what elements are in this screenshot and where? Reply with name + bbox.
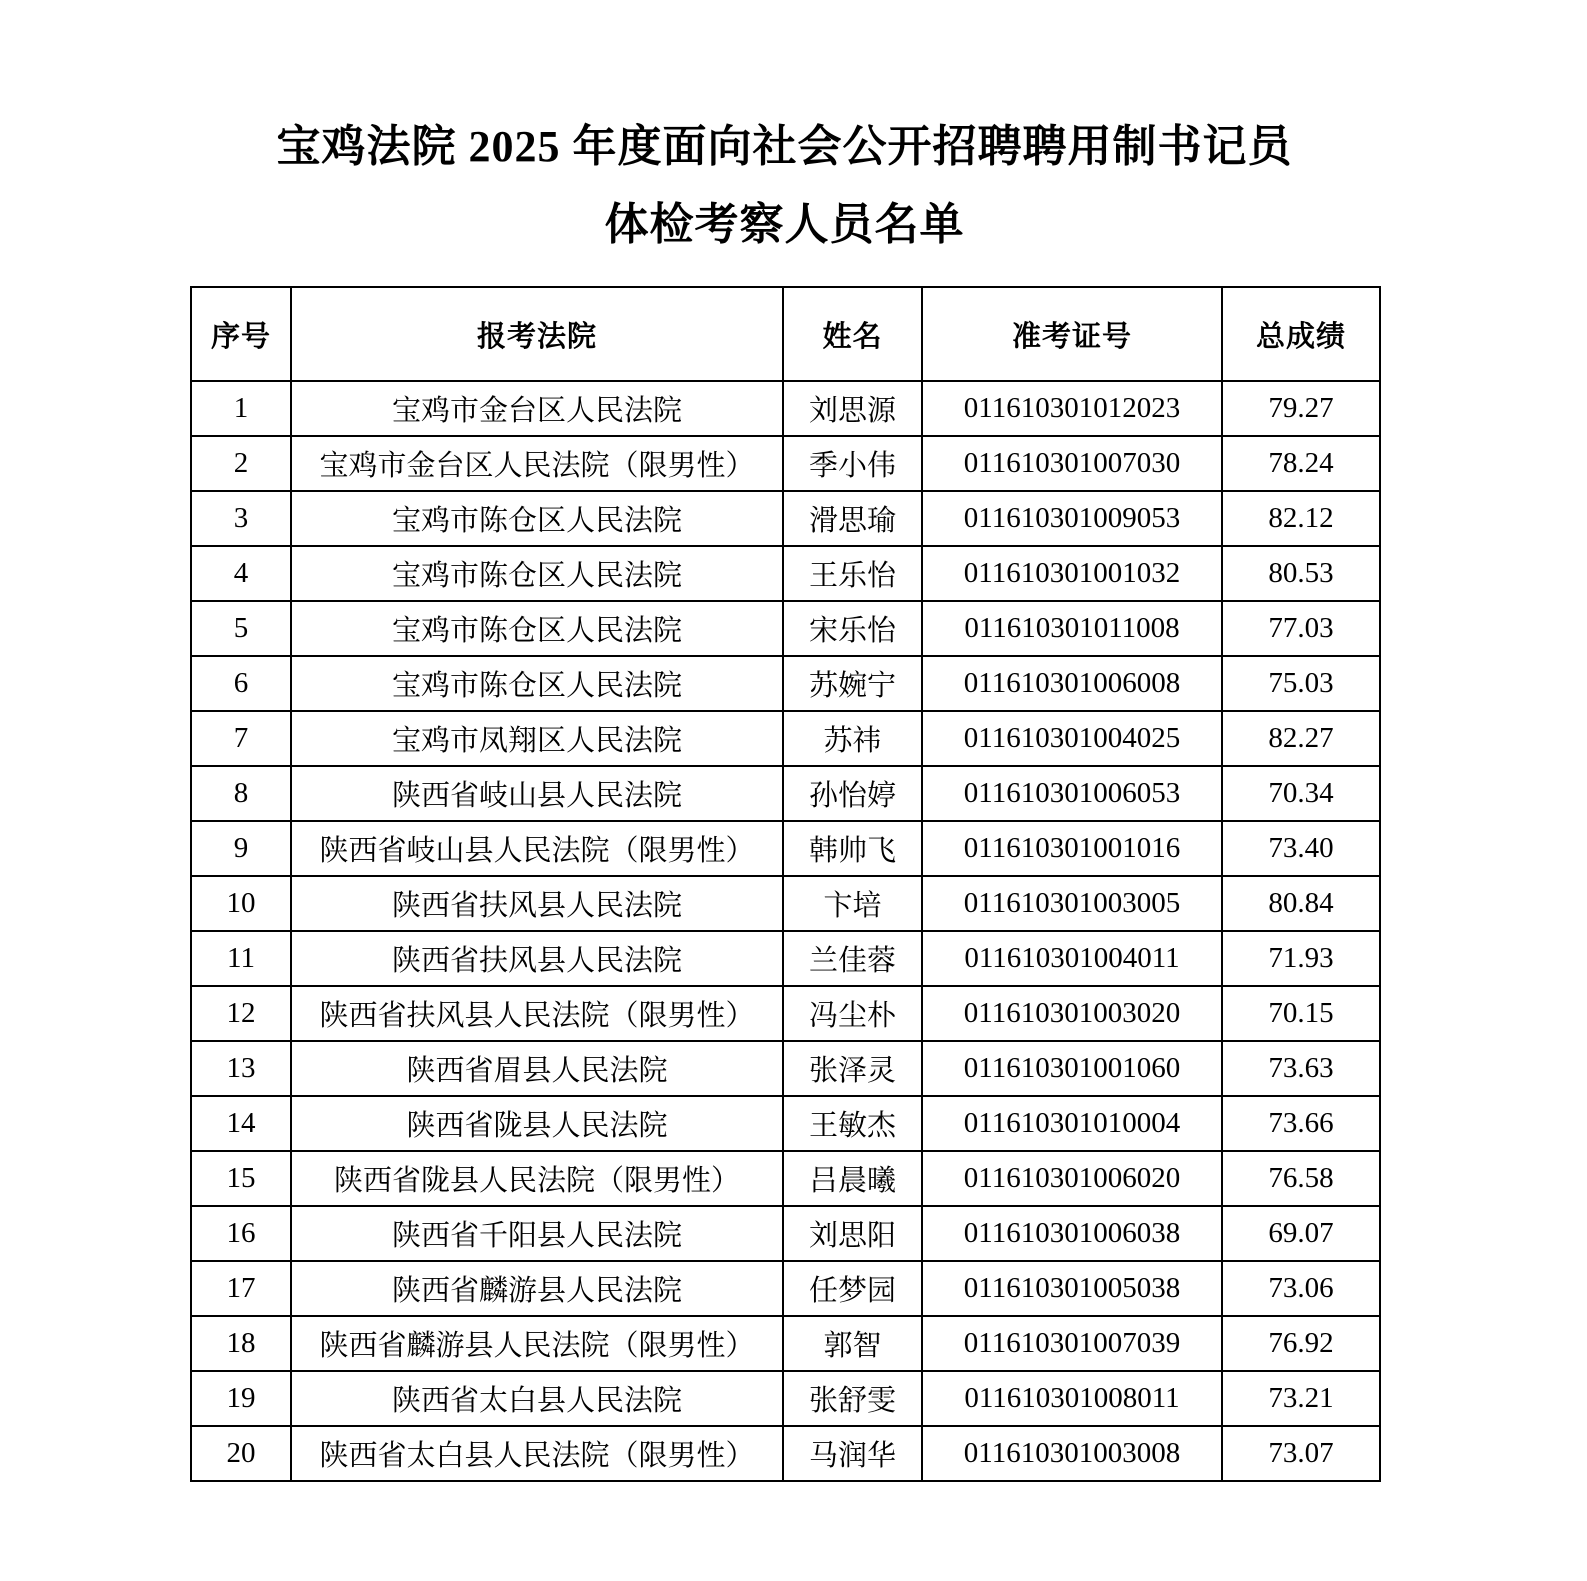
name-cell: 郭智 — [783, 1316, 922, 1371]
name-cell: 卞培 — [783, 876, 922, 931]
table-row — [191, 1426, 1380, 1481]
name-cell: 滑思瑜 — [783, 491, 922, 546]
name-cell: 任梦园 — [783, 1261, 922, 1316]
court-cell: 宝鸡市陈仓区人民法院 — [291, 601, 783, 656]
court-cell: 陕西省岐山县人民法院 — [291, 766, 783, 821]
title-block — [190, 122, 1379, 250]
document-title-line1: 宝鸡法院 2025 年度面向社会公开招聘聘用制书记员 — [276, 122, 1293, 171]
ticket-number-cell: 011610301004025 — [922, 711, 1222, 766]
name-cell: 张舒雯 — [783, 1371, 922, 1426]
row-number-cell: 5 — [191, 601, 291, 656]
table-row — [191, 821, 1380, 876]
ticket-number-cell: 011610301006038 — [922, 1206, 1222, 1261]
ticket-number-cell: 011610301009053 — [922, 491, 1222, 546]
ticket-number-cell: 011610301003005 — [922, 876, 1222, 931]
row-number-cell: 8 — [191, 766, 291, 821]
row-number-cell: 13 — [191, 1041, 291, 1096]
court-cell: 陕西省陇县人民法院（限男性） — [291, 1151, 783, 1206]
row-number-cell: 17 — [191, 1261, 291, 1316]
name-cell: 冯尘朴 — [783, 986, 922, 1041]
score-cell: 80.84 — [1222, 876, 1380, 931]
table-row — [191, 1151, 1380, 1206]
ticket-number-cell: 011610301006008 — [922, 656, 1222, 711]
table-row — [191, 1041, 1380, 1096]
row-number-cell: 2 — [191, 436, 291, 491]
document-title-line2: 体检考察人员名单 — [604, 200, 965, 249]
score-cell: 73.66 — [1222, 1096, 1380, 1151]
score-cell: 76.92 — [1222, 1316, 1380, 1371]
court-cell: 宝鸡市陈仓区人民法院 — [291, 491, 783, 546]
table-row — [191, 1371, 1380, 1426]
table-row — [191, 436, 1380, 491]
score-cell: 71.93 — [1222, 931, 1380, 986]
name-cell: 王敏杰 — [783, 1096, 922, 1151]
court-cell: 陕西省岐山县人民法院（限男性） — [291, 821, 783, 876]
ticket-number-cell: 011610301006020 — [922, 1151, 1222, 1206]
court-cell: 宝鸡市陈仓区人民法院 — [291, 656, 783, 711]
column-header-number: 序号 — [191, 287, 291, 381]
table-row — [191, 931, 1380, 986]
score-cell: 82.27 — [1222, 711, 1380, 766]
ticket-number-cell: 011610301005038 — [922, 1261, 1222, 1316]
ticket-number-cell: 011610301001060 — [922, 1041, 1222, 1096]
ticket-number-cell: 011610301012023 — [922, 381, 1222, 436]
table-row — [191, 1261, 1380, 1316]
table-row — [191, 601, 1380, 656]
score-cell: 78.24 — [1222, 436, 1380, 491]
score-cell: 76.58 — [1222, 1151, 1380, 1206]
name-cell: 刘思阳 — [783, 1206, 922, 1261]
column-header-name: 姓名 — [783, 287, 922, 381]
roster-table-body — [191, 381, 1380, 1481]
court-cell: 陕西省太白县人民法院 — [291, 1371, 783, 1426]
name-cell: 兰佳蓉 — [783, 931, 922, 986]
roster-table — [190, 286, 1381, 1482]
court-cell: 陕西省陇县人民法院 — [291, 1096, 783, 1151]
ticket-number-cell: 011610301010004 — [922, 1096, 1222, 1151]
table-row — [191, 766, 1380, 821]
row-number-cell: 4 — [191, 546, 291, 601]
table-row — [191, 656, 1380, 711]
ticket-number-cell: 011610301003020 — [922, 986, 1222, 1041]
court-cell: 宝鸡市金台区人民法院 — [291, 381, 783, 436]
row-number-cell: 20 — [191, 1426, 291, 1481]
name-cell: 孙怡婷 — [783, 766, 922, 821]
score-cell: 73.40 — [1222, 821, 1380, 876]
ticket-number-cell: 011610301001016 — [922, 821, 1222, 876]
ticket-number-cell: 011610301007039 — [922, 1316, 1222, 1371]
name-cell: 王乐怡 — [783, 546, 922, 601]
table-row — [191, 546, 1380, 601]
score-cell: 77.03 — [1222, 601, 1380, 656]
name-cell: 苏婉宁 — [783, 656, 922, 711]
ticket-number-cell: 011610301006053 — [922, 766, 1222, 821]
name-cell: 刘思源 — [783, 381, 922, 436]
score-cell: 82.12 — [1222, 491, 1380, 546]
table-row — [191, 1096, 1380, 1151]
row-number-cell: 19 — [191, 1371, 291, 1426]
name-cell: 宋乐怡 — [783, 601, 922, 656]
score-cell: 73.21 — [1222, 1371, 1380, 1426]
table-row — [191, 491, 1380, 546]
document-content — [190, 0, 1379, 1482]
score-cell: 73.07 — [1222, 1426, 1380, 1481]
court-cell: 陕西省太白县人民法院（限男性） — [291, 1426, 783, 1481]
ticket-number-cell: 011610301011008 — [922, 601, 1222, 656]
row-number-cell: 14 — [191, 1096, 291, 1151]
name-cell: 张泽灵 — [783, 1041, 922, 1096]
row-number-cell: 11 — [191, 931, 291, 986]
court-cell: 宝鸡市金台区人民法院（限男性） — [291, 436, 783, 491]
score-cell: 75.03 — [1222, 656, 1380, 711]
row-number-cell: 7 — [191, 711, 291, 766]
row-number-cell: 16 — [191, 1206, 291, 1261]
table-row — [191, 876, 1380, 931]
header-row — [191, 287, 1380, 381]
table-row — [191, 1316, 1380, 1371]
row-number-cell: 3 — [191, 491, 291, 546]
ticket-number-cell: 011610301001032 — [922, 546, 1222, 601]
score-cell: 69.07 — [1222, 1206, 1380, 1261]
table-row — [191, 711, 1380, 766]
ticket-number-cell: 011610301003008 — [922, 1426, 1222, 1481]
score-cell: 70.15 — [1222, 986, 1380, 1041]
score-cell: 73.06 — [1222, 1261, 1380, 1316]
row-number-cell: 10 — [191, 876, 291, 931]
table-row — [191, 381, 1380, 436]
table-row — [191, 1206, 1380, 1261]
score-cell: 79.27 — [1222, 381, 1380, 436]
row-number-cell: 12 — [191, 986, 291, 1041]
court-cell: 陕西省扶风县人民法院 — [291, 876, 783, 931]
score-cell: 70.34 — [1222, 766, 1380, 821]
ticket-number-cell: 011610301008011 — [922, 1371, 1222, 1426]
score-cell: 80.53 — [1222, 546, 1380, 601]
table-row — [191, 986, 1380, 1041]
row-number-cell: 6 — [191, 656, 291, 711]
court-cell: 陕西省扶风县人民法院 — [291, 931, 783, 986]
row-number-cell: 15 — [191, 1151, 291, 1206]
roster-table-header — [191, 287, 1380, 381]
court-cell: 宝鸡市陈仓区人民法院 — [291, 546, 783, 601]
court-cell: 陕西省麟游县人民法院 — [291, 1261, 783, 1316]
court-cell: 陕西省扶风县人民法院（限男性） — [291, 986, 783, 1041]
court-cell: 陕西省眉县人民法院 — [291, 1041, 783, 1096]
court-cell: 宝鸡市凤翔区人民法院 — [291, 711, 783, 766]
row-number-cell: 18 — [191, 1316, 291, 1371]
court-cell: 陕西省麟游县人民法院（限男性） — [291, 1316, 783, 1371]
name-cell: 苏祎 — [783, 711, 922, 766]
ticket-number-cell: 011610301007030 — [922, 436, 1222, 491]
row-number-cell: 1 — [191, 381, 291, 436]
court-cell: 陕西省千阳县人民法院 — [291, 1206, 783, 1261]
name-cell: 马润华 — [783, 1426, 922, 1481]
name-cell: 韩帅飞 — [783, 821, 922, 876]
column-header-court: 报考法院 — [291, 287, 783, 381]
score-cell: 73.63 — [1222, 1041, 1380, 1096]
name-cell: 季小伟 — [783, 436, 922, 491]
name-cell: 吕晨曦 — [783, 1151, 922, 1206]
row-number-cell: 9 — [191, 821, 291, 876]
column-header-score: 总成绩 — [1222, 287, 1380, 381]
column-header-ticket: 准考证号 — [922, 287, 1222, 381]
ticket-number-cell: 011610301004011 — [922, 931, 1222, 986]
